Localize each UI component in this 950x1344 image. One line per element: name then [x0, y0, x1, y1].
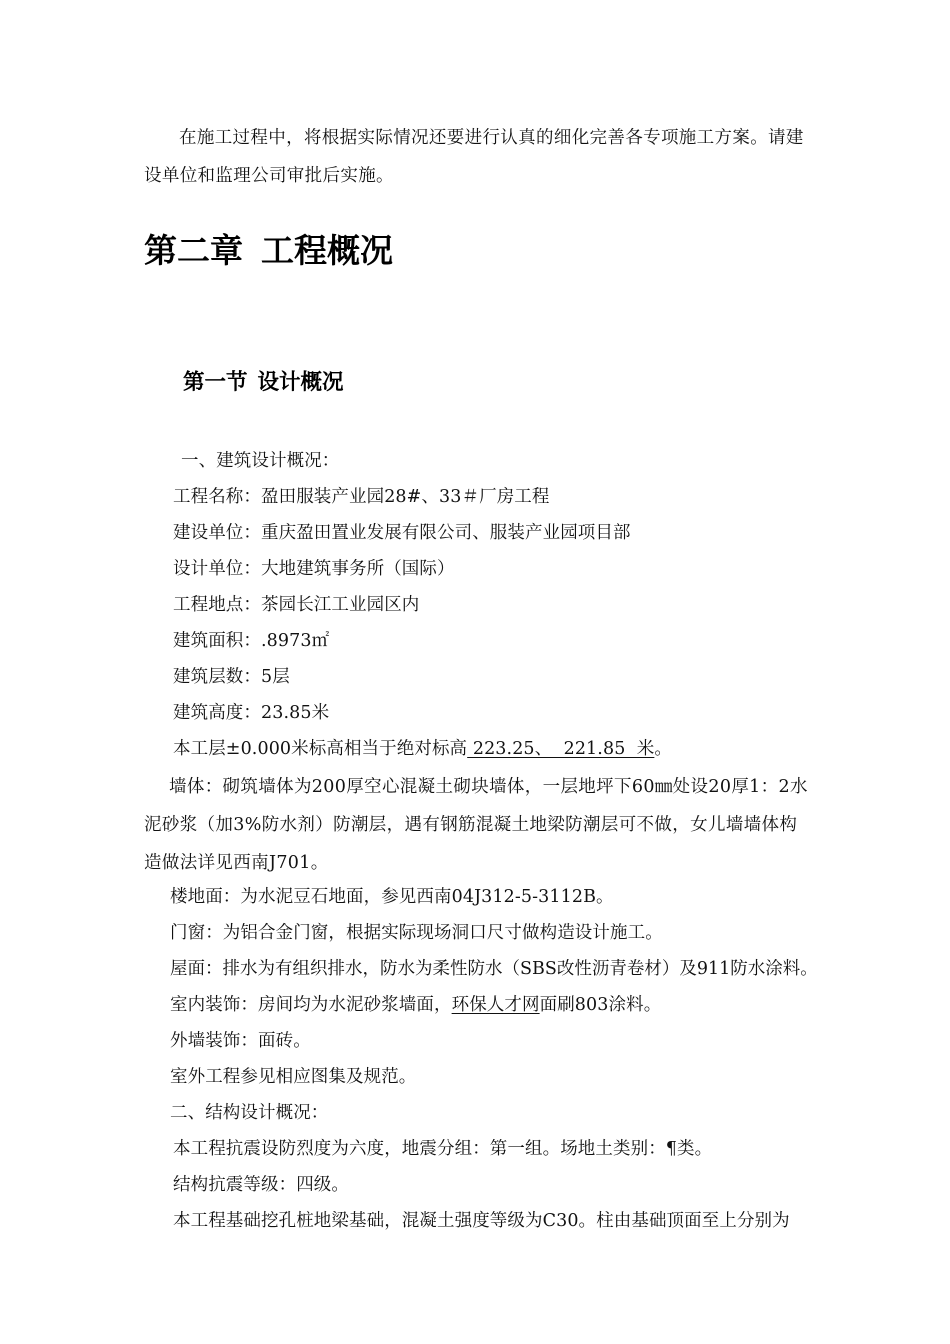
intro-line-1: 在施工过程中，将根据实际情况还要进行认真的细化完善各专项施工方案。请建 — [179, 128, 804, 148]
chapter-number: 第二章 — [144, 231, 243, 270]
interior-line — [170, 987, 661, 1023]
interior-prefix: 室内装饰：房间均为水泥砂浆墙面， — [170, 995, 452, 1015]
project-name-line: 工程名称：盈田服装产业园28#、33＃厂房工程 — [173, 487, 550, 507]
seismic-line: 本工程抗震设防烈度为六度，地震分组：第一组。场地土类别：¶类。 — [173, 1139, 713, 1159]
area-line: 建筑面积：.8973㎡ — [173, 631, 330, 651]
height-line: 建筑高度：23.85米 — [173, 703, 330, 723]
intro-line-2: 设单位和监理公司审批后实施。 — [144, 166, 394, 186]
section-title — [183, 364, 344, 402]
section-number: 第一节 — [183, 370, 248, 395]
wall-line-3: 造做法详见西南J701。 — [144, 853, 329, 873]
wall-paragraph — [144, 768, 864, 882]
outdoor-line: 室外工程参见相应图集及规范。 — [170, 1067, 417, 1087]
section-name: 设计概况 — [257, 370, 344, 395]
doors-line: 门窗：为铝合金门窗，根据实际现场洞口尺寸做构造设计施工。 — [170, 923, 663, 943]
elevation-suffix: 。 — [654, 739, 672, 759]
wall-line-2: 泥砂浆（加3%防水剂）防潮层，遇有钢筋混凝土地梁防潮层可不做，女儿墙墙体构 — [144, 815, 798, 835]
interior-link[interactable]: 环保人才网 — [451, 995, 540, 1015]
owner-line: 建设单位：重庆盈田置业发展有限公司、服装产业园项目部 — [173, 523, 631, 543]
floors-line: 建筑层数：5层 — [173, 667, 290, 687]
floor-finish-line: 楼地面：为水泥豆石地面，参见西南04J312-5-3112B。 — [170, 887, 614, 907]
elevation-prefix: 本工层±0.000米标高相当于绝对标高 — [173, 739, 468, 759]
exterior-line: 外墙装饰：面砖。 — [170, 1031, 311, 1051]
arch-heading: 一、建筑设计概况： — [181, 451, 340, 471]
elevation-values: 223.25、 221.85 米 — [467, 739, 655, 759]
intro-paragraph — [144, 119, 864, 195]
location-line: 工程地点：茶园长江工业园区内 — [173, 595, 420, 615]
designer-line: 设计单位：大地建筑事务所（国际） — [173, 559, 455, 579]
wall-line-1: 墙体：砌筑墙体为200厚空心混凝土砌块墙体，一层地坪下60㎜处设20厚1：2水 — [169, 777, 808, 797]
chapter-title — [144, 227, 393, 275]
grade-line: 结构抗震等级：四级。 — [173, 1175, 349, 1195]
chapter-name: 工程概况 — [261, 231, 393, 270]
struct-heading: 二、结构设计概况： — [170, 1103, 329, 1123]
foundation-line: 本工程基础挖孔桩地梁基础，混凝土强度等级为C30。柱由基础顶面至上分别为 — [173, 1211, 790, 1231]
interior-suffix: 面刷803涂料。 — [539, 995, 662, 1015]
elevation-line — [173, 731, 672, 767]
roof-line: 屋面：排水为有组织排水，防水为柔性防水（SBS改性沥青卷材）及911防水涂料。 — [170, 959, 818, 979]
